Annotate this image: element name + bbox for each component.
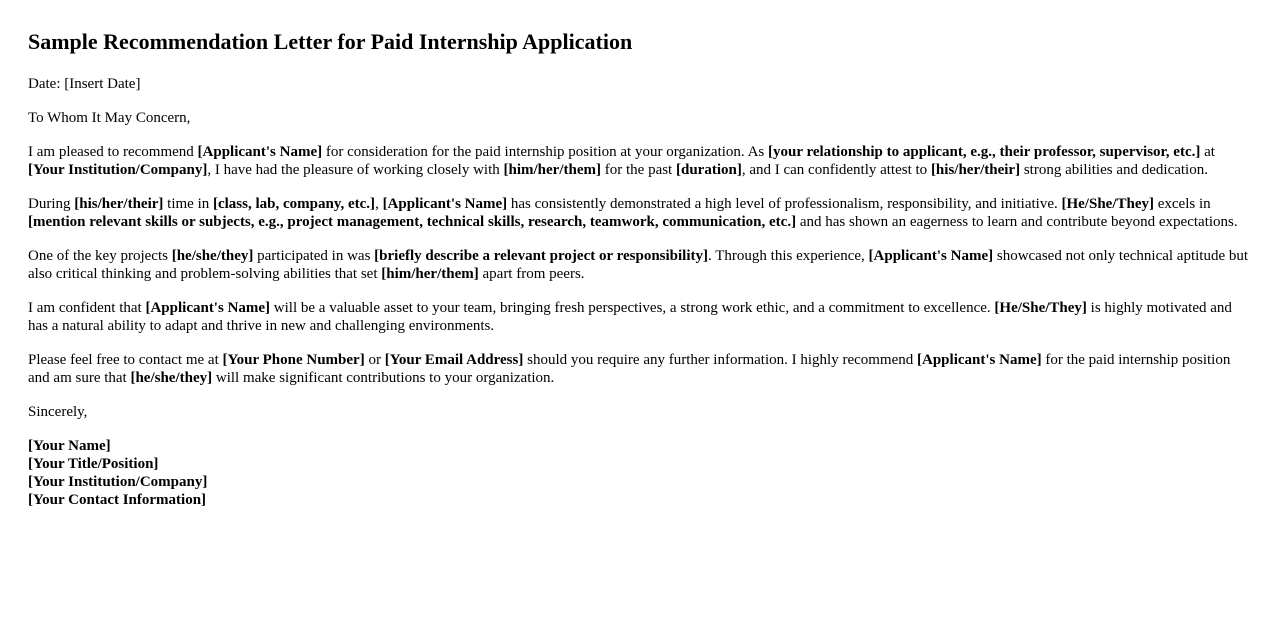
body-paragraph	[28, 143, 1250, 179]
letter-page	[0, 29, 1278, 509]
body-paragraph	[28, 247, 1250, 283]
placeholder-field: [your relationship to applicant, e.g., their professor, supervisor, etc.]	[768, 144, 1201, 160]
text-segment: should you require any further information. I highly recommend	[523, 352, 918, 368]
body-paragraph	[28, 195, 1250, 231]
text-segment: apart from peers.	[478, 266, 585, 282]
body-paragraph	[28, 299, 1250, 335]
text-segment: participated in was	[253, 248, 375, 264]
signature-institution: [Your Institution/Company]	[28, 474, 208, 490]
signature-block	[28, 437, 1250, 509]
text-segment: , I have had the pleasure of working closely with	[207, 162, 504, 178]
salutation: To Whom It May Concern,	[28, 110, 191, 126]
text-segment: I am pleased to recommend	[28, 144, 198, 160]
signature-title: [Your Title/Position]	[28, 456, 159, 472]
text-segment: and has shown an eagerness to learn and contribute beyond expectations.	[796, 214, 1238, 230]
placeholder-field: [he/she/they]	[130, 370, 213, 386]
text-segment: at	[1200, 144, 1215, 160]
placeholder-field: [Applicant's Name]	[145, 300, 271, 316]
text-segment: showcased not only technical aptitude but also critical thinking and problem-solving abilities that set	[28, 248, 1249, 282]
placeholder-field: [He/She/They]	[1061, 196, 1154, 212]
text-segment: for the paid internship position and am sure that	[28, 352, 1231, 386]
text-segment: is highly motivated and has a natural ability to adapt and thrive in new and challenging environments.	[28, 300, 1232, 334]
placeholder-field: [his/her/their]	[74, 196, 164, 212]
text-segment: for the past	[601, 162, 676, 178]
placeholder-field: [him/her/them]	[381, 266, 479, 282]
text-segment: will make significant contributions to your organization.	[212, 370, 555, 386]
text-segment: strong abilities and dedication.	[1020, 162, 1208, 178]
placeholder-field: [him/her/them]	[503, 162, 601, 178]
placeholder-field: [class, lab, company, etc.]	[212, 196, 376, 212]
text-segment: or	[364, 352, 385, 368]
text-segment: . Through this experience,	[708, 248, 869, 264]
text-segment: I am confident that	[28, 300, 146, 316]
placeholder-field: [Applicant's Name]	[917, 352, 1042, 368]
letter-body	[28, 143, 1250, 387]
page-title: Sample Recommendation Letter for Paid Internship Application	[28, 29, 633, 54]
placeholder-field: [his/her/their]	[930, 162, 1021, 178]
placeholder-field: [duration]	[675, 162, 742, 178]
text-segment: , and I can confidently attest to	[741, 162, 931, 178]
text-segment: time in	[163, 196, 213, 212]
signature-name: [Your Name]	[28, 438, 111, 454]
placeholder-field: [He/She/They]	[994, 300, 1087, 316]
placeholder-field: [he/she/they]	[171, 248, 254, 264]
text-segment: has consistently demonstrated a high level of professionalism, responsibility, and initiative.	[507, 196, 1062, 212]
placeholder-field: [Your Email Address]	[384, 352, 524, 368]
text-segment: Please feel free to contact me at	[28, 352, 223, 368]
placeholder-field: [Applicant's Name]	[382, 196, 508, 212]
text-segment: During	[28, 196, 75, 212]
text-segment: One of the key projects	[28, 248, 172, 264]
signature-contact: [Your Contact Information]	[28, 492, 207, 508]
placeholder-field: [mention relevant skills or subjects, e.g., project management, technical skills, research, teamwork, communication, etc.]	[28, 214, 797, 230]
placeholder-field: [Your Phone Number]	[222, 352, 365, 368]
date-line: Date: [Insert Date]	[28, 76, 141, 92]
text-segment: ,	[375, 196, 383, 212]
closing: Sincerely,	[28, 404, 88, 420]
text-segment: excels in	[1153, 196, 1211, 212]
placeholder-field: [Applicant's Name]	[868, 248, 994, 264]
placeholder-field: [briefly describe a relevant project or responsibility]	[374, 248, 709, 264]
text-segment: for consideration for the paid internship position at your organization. As	[322, 144, 768, 160]
body-paragraph	[28, 351, 1250, 387]
placeholder-field: [Applicant's Name]	[197, 144, 323, 160]
placeholder-field: [Your Institution/Company]	[28, 162, 208, 178]
text-segment: will be a valuable asset to your team, bringing fresh perspectives, a strong work ethic, and a commitment to excellence.	[270, 300, 995, 316]
